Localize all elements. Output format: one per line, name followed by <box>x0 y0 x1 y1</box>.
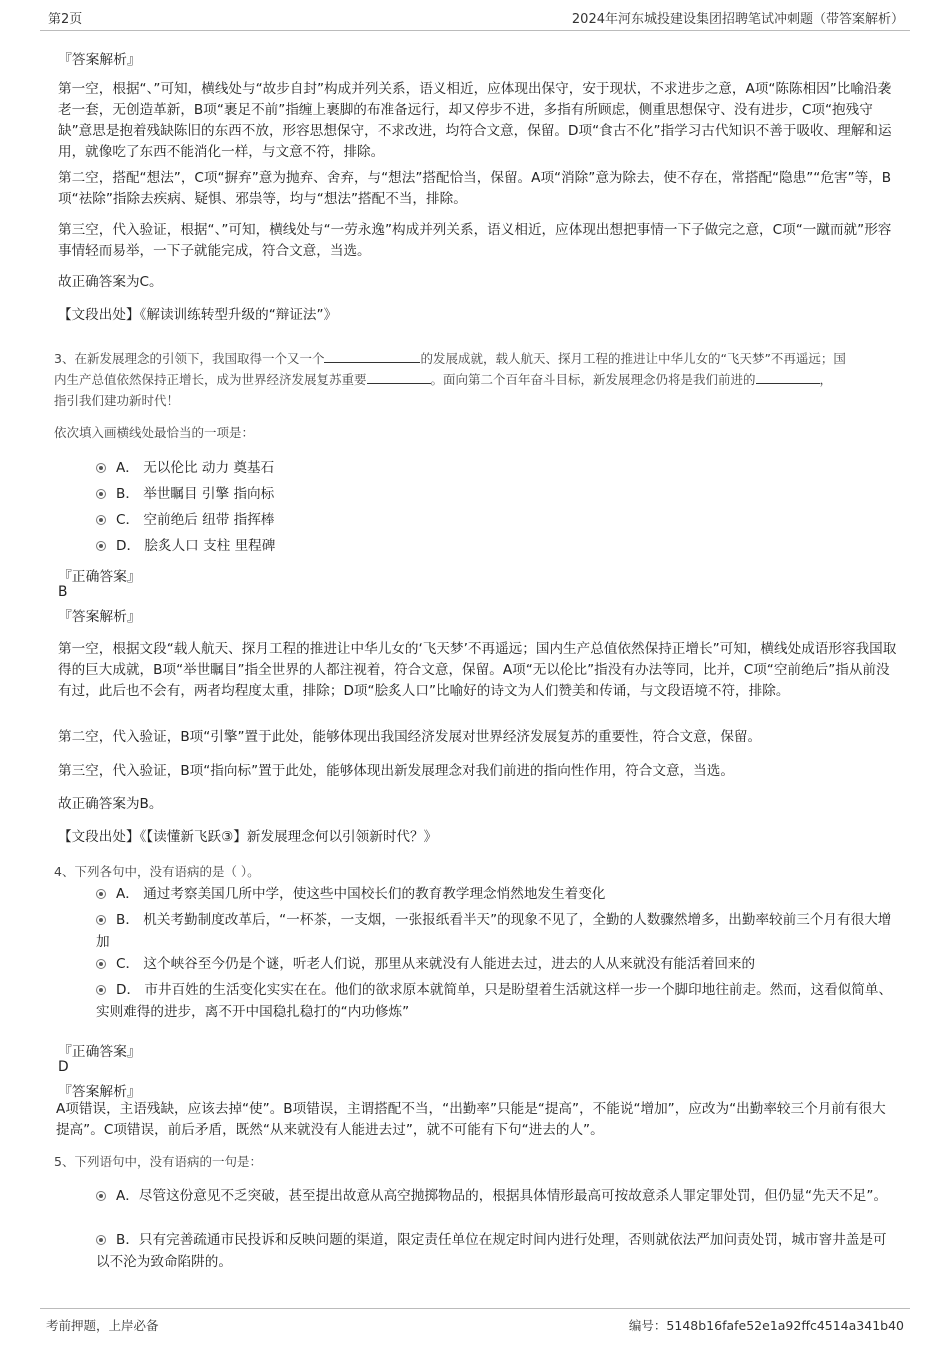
q3-option-a[interactable]: A． 无以伦比 动力 奠基石 <box>96 457 896 479</box>
q3-option-b[interactable]: B． 举世瞩目 引擎 指向标 <box>96 483 896 505</box>
radio-icon[interactable] <box>96 889 106 899</box>
q3-answer-label: 『正确答案』 <box>58 569 141 585</box>
q2-conclusion: 故正确答案为C。 <box>58 274 163 290</box>
radio-icon[interactable] <box>96 959 106 969</box>
q4-option-d[interactable]: D． 市井百姓的生活变化实实在在。他们的欲求原本就简单，只是盼望着生活就这样一步一个脚印地往前走。然而，这看似简单、实则难得的进步，离不开中国稳扎稳打的“内功修炼” <box>96 982 893 1020</box>
radio-icon[interactable] <box>96 463 106 473</box>
q5-stem: 5、下列语句中，没有语病的一句是： <box>54 1154 262 1169</box>
q3-analysis-p1: 第一空，根据文段“载人航天、探月工程的推进让中华儿女的‘飞天梦’不再遥远；国内生产总值依然保持正增长”可知，横线处成语形容我国取得的巨大成就，B项“举世瞩目”指全世界的人都注视着，符合文意，保留。A项“无以伦比”指没有办法等同，比并，C项“空前绝后”指从前没有过，此后也不会有，两者均程度太重，排除；D项“脍炙人口”比喻好的诗文为人们赞美和传诵，与文段语境不符，排除。 <box>58 641 897 699</box>
blank-1 <box>324 349 420 363</box>
page-footer <box>40 1308 910 1333</box>
q4-option-a[interactable]: A． 通过考察美国几所中学，使这些中国校长们的教育教学理念悄然地发生着变化 <box>96 883 896 905</box>
page-header <box>40 0 910 31</box>
q4-answer: D <box>58 1059 69 1075</box>
radio-icon[interactable] <box>96 515 106 525</box>
q4-answer-label: 『正确答案』 <box>58 1044 141 1060</box>
q3-conclusion: 故正确答案为B。 <box>58 796 163 812</box>
q5-option-b[interactable]: B．只有完善疏通市民投诉和反映问题的渠道，限定责任单位在规定时间内进行处理，否则就依法严加问责处罚，城市窨井盖是可以不沦为致命陷阱的。 <box>96 1232 887 1270</box>
blank-2 <box>367 370 431 384</box>
page-number: 第2页 <box>48 12 83 27</box>
q3-option-d[interactable]: D． 脍炙人口 支柱 里程碑 <box>96 535 896 557</box>
radio-icon[interactable] <box>96 915 106 925</box>
q4-analysis: A项错误，主语残缺，应该去掉“使”。B项错误，主谓搭配不当，“出勤率”只能是“提高”，不能说“增加”，应改为“出勤率较三个月前有很大提高”。C项错误，前后矛盾，既然“从来就没有人能进去过”，就不可能有下句“进去的人”。 <box>56 1101 886 1138</box>
q4-stem: 4、下列各句中，没有语病的是（ ）。 <box>54 864 260 879</box>
q3-stem: 3、在新发展理念的引领下，我国取得一个又一个 的发展成就，载人航天、探月工程的推进让中华儿女的“飞天梦”不再遥远；国 内生产总值依然保持正增长，成为世界经济发展复苏重要 。面向第二个百年奋斗目标，新发展理念仍将是我们前进的 ， 指引我们建功新时代！ <box>54 351 846 408</box>
blank-3 <box>756 370 820 384</box>
q2-analysis-p3: 第三空，代入验证，根据“、”可知，横线处与“一劳永逸”构成并列关系，语义相近，应体现出想把事情一下子做完之意，C项“一蹴而就”形容事情轻而易举，一下子就能完成，符合文意，当选。 <box>58 222 892 259</box>
document-title: 2024年河东城投建设集团招聘笔试冲刺题（带答案解析） <box>571 12 904 27</box>
footer-slogan: 考前押题，上岸必备 <box>46 1318 159 1333</box>
radio-icon[interactable] <box>96 541 106 551</box>
q2-analysis-label: 『答案解析』 <box>58 52 141 68</box>
radio-icon[interactable] <box>96 1191 106 1201</box>
q4-analysis-label: 『答案解析』 <box>58 1084 141 1100</box>
q4-option-c[interactable]: C． 这个峡谷至今仍是个谜，听老人们说，那里从来就没有人能进去过，进去的人从来就没有能活着回来的 <box>96 953 896 975</box>
q3-option-c[interactable]: C． 空前绝后 纽带 指挥棒 <box>96 509 896 531</box>
radio-icon[interactable] <box>96 489 106 499</box>
q2-analysis-p2: 第二空，搭配“想法”，C项“摒弃”意为抛弃、舍弃，与“想法”搭配恰当，保留。A项“消除”意为除去，使不存在，常搭配“隐患”“危害”等，B项“祛除”指除去疾病、疑惧、邪祟等，均与“想法”搭配不当，排除。 <box>58 170 892 207</box>
q2-source: 【文段出处】《解读训练转型升级的“辩证法”》 <box>58 307 338 323</box>
q2-analysis-p1: 第一空，根据“、”可知，横线处与“故步自封”构成并列关系，语义相近，应体现出保守，安于现状，不求进步之意，A项“陈陈相因”比喻沿袭老一套，无创造革新，B项“裹足不前”指缠上裹脚的布准备远行，却又停步不进，多指有所顾虑，侧重思想保守、没有进步，C项“抱残守缺”意思是抱着残缺陈旧的东西不放，形容思想保守，不求改进，均符合文意，保留。D项“食古不化”指学习古代知识不善于吸收、理解和运用，就像吃了东西不能消化一样，与文意不符，排除。 <box>58 81 892 160</box>
q3-answer: B <box>58 584 68 600</box>
document-code: 编号：5148b16fafe52e1a92ffc4514a341b40 <box>628 1318 904 1333</box>
q4-option-b[interactable]: B． 机关考勤制度改革后，“一杯茶，一支烟，一张报纸看半天”的现象不见了，全勤的人数骤然增多，出勤率较前三个月有很大增加 <box>96 912 892 950</box>
q3-analysis-label: 『答案解析』 <box>58 609 141 625</box>
radio-icon[interactable] <box>96 985 106 995</box>
q3-analysis-p3: 第三空，代入验证，B项“指向标”置于此处，能够体现出新发展理念对我们前进的指向性作用，符合文意，当选。 <box>58 763 734 779</box>
q3-instruction: 依次填入画横线处最恰当的一项是： <box>54 425 255 440</box>
q5-option-a[interactable]: A．尽管这份意见不乏突破，甚至提出故意从高空抛掷物品的，根据具体情形最高可按故意杀人罪定罪处罚，但仍显“先天不足”。 <box>96 1185 896 1207</box>
q3-source: 【文段出处】《【读懂新飞跃③】新发展理念何以引领新时代？》 <box>58 829 438 845</box>
q3-analysis-p2: 第二空，代入验证，B项“引擎”置于此处，能够体现出我国经济发展对世界经济发展复苏的重要性，符合文意，保留。 <box>58 729 762 745</box>
radio-icon[interactable] <box>96 1235 106 1245</box>
